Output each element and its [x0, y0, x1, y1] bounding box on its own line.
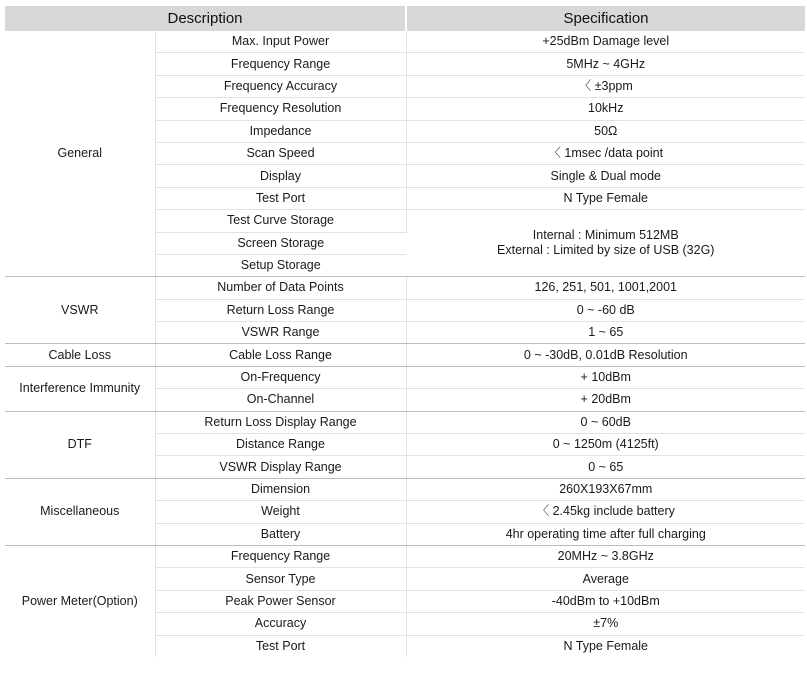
- table-row: [5, 277, 805, 299]
- spec-value: 10kHz: [406, 98, 805, 120]
- spec-label: Scan Speed: [155, 142, 406, 164]
- spec-label: Display: [155, 165, 406, 187]
- spec-value: 260X193X67mm: [406, 478, 805, 500]
- spec-label: Impedance: [155, 120, 406, 142]
- spec-value: 〈 ±3ppm: [406, 75, 805, 97]
- spec-label: Setup Storage: [155, 254, 406, 276]
- spec-label: Weight: [155, 501, 406, 523]
- spec-label: Sensor Type: [155, 568, 406, 590]
- spec-label: VSWR Display Range: [155, 456, 406, 478]
- table-row: [5, 411, 805, 433]
- spec-label: Cable Loss Range: [155, 344, 406, 366]
- group-interference-immunity: Interference Immunity: [5, 366, 155, 411]
- spec-value: 1 ~ 65: [406, 322, 805, 344]
- group-dtf: DTF: [5, 411, 155, 478]
- spec-label: On-Channel: [155, 389, 406, 411]
- spec-value: 0 ~ 65: [406, 456, 805, 478]
- spec-label: Test Port: [155, 187, 406, 209]
- spec-label: Screen Storage: [155, 232, 406, 254]
- header-description: Description: [5, 6, 406, 31]
- spec-label: Return Loss Range: [155, 299, 406, 321]
- spec-label: On-Frequency: [155, 366, 406, 388]
- specification-table: [5, 6, 805, 657]
- spec-label: Frequency Range: [155, 53, 406, 75]
- spec-label: Test Curve Storage: [155, 210, 406, 232]
- table-row: [5, 31, 805, 53]
- spec-label: Accuracy: [155, 613, 406, 635]
- spec-value: 0 ~ -60 dB: [406, 299, 805, 321]
- spec-value: 0 ~ 60dB: [406, 411, 805, 433]
- spec-table-container: [5, 6, 805, 657]
- spec-value: 5MHz ~ 4GHz: [406, 53, 805, 75]
- spec-value: Single & Dual mode: [406, 165, 805, 187]
- table-row: [5, 344, 805, 366]
- spec-value: 4hr operating time after full charging: [406, 523, 805, 545]
- spec-value: N Type Female: [563, 638, 649, 653]
- spec-value: 126, 251, 501, 1001,2001: [406, 277, 805, 299]
- spec-label: Frequency Accuracy: [155, 75, 406, 97]
- spec-value: +25dBm Damage level: [406, 31, 805, 53]
- spec-value: Average: [406, 568, 805, 590]
- spec-value: 0 ~ 1250m (4125ft): [406, 434, 805, 456]
- spec-value: N Type Female: [406, 187, 805, 209]
- spec-value-storage: Internal : Minimum 512MB External : Limited by size of USB (32G): [406, 210, 805, 277]
- table-body: [5, 31, 805, 657]
- spec-label: Max. Input Power: [155, 31, 406, 53]
- table-row: [5, 366, 805, 388]
- spec-label: Peak Power Sensor: [155, 590, 406, 612]
- spec-label: Test Port: [155, 635, 406, 657]
- spec-label: Battery: [155, 523, 406, 545]
- group-cable-loss: Cable Loss: [5, 344, 155, 366]
- spec-label: Return Loss Display Range: [155, 411, 406, 433]
- spec-label: Frequency Range: [155, 545, 406, 567]
- spec-label: Frequency Resolution: [155, 98, 406, 120]
- spec-label: Number of Data Points: [155, 277, 406, 299]
- spec-value: 20MHz ~ 3.8GHz: [406, 545, 805, 567]
- spec-value: 0 ~ -30dB, 0.01dB Resolution: [406, 344, 805, 366]
- header-specification: Specification: [406, 6, 805, 31]
- group-power-meter-option: Power Meter(Option): [5, 545, 155, 656]
- spec-value: 50Ω: [406, 120, 805, 142]
- table-row: [5, 478, 805, 500]
- group-miscellaneous: Miscellaneous: [5, 478, 155, 545]
- group-vswr: VSWR: [5, 277, 155, 344]
- table-row: [5, 545, 805, 567]
- group-general: General: [5, 31, 155, 277]
- table-header: [5, 6, 805, 31]
- spec-value: 〈 2.45kg include battery: [406, 501, 805, 523]
- spec-value: ±7%: [406, 613, 805, 635]
- spec-label: Dimension: [155, 478, 406, 500]
- spec-value: + 20dBm: [406, 389, 805, 411]
- spec-value: + 10dBm: [406, 366, 805, 388]
- spec-label: VSWR Range: [155, 322, 406, 344]
- spec-value: 〈 1msec /data point: [406, 142, 805, 164]
- spec-value: -40dBm to +10dBm: [406, 590, 805, 612]
- spec-label: Distance Range: [155, 434, 406, 456]
